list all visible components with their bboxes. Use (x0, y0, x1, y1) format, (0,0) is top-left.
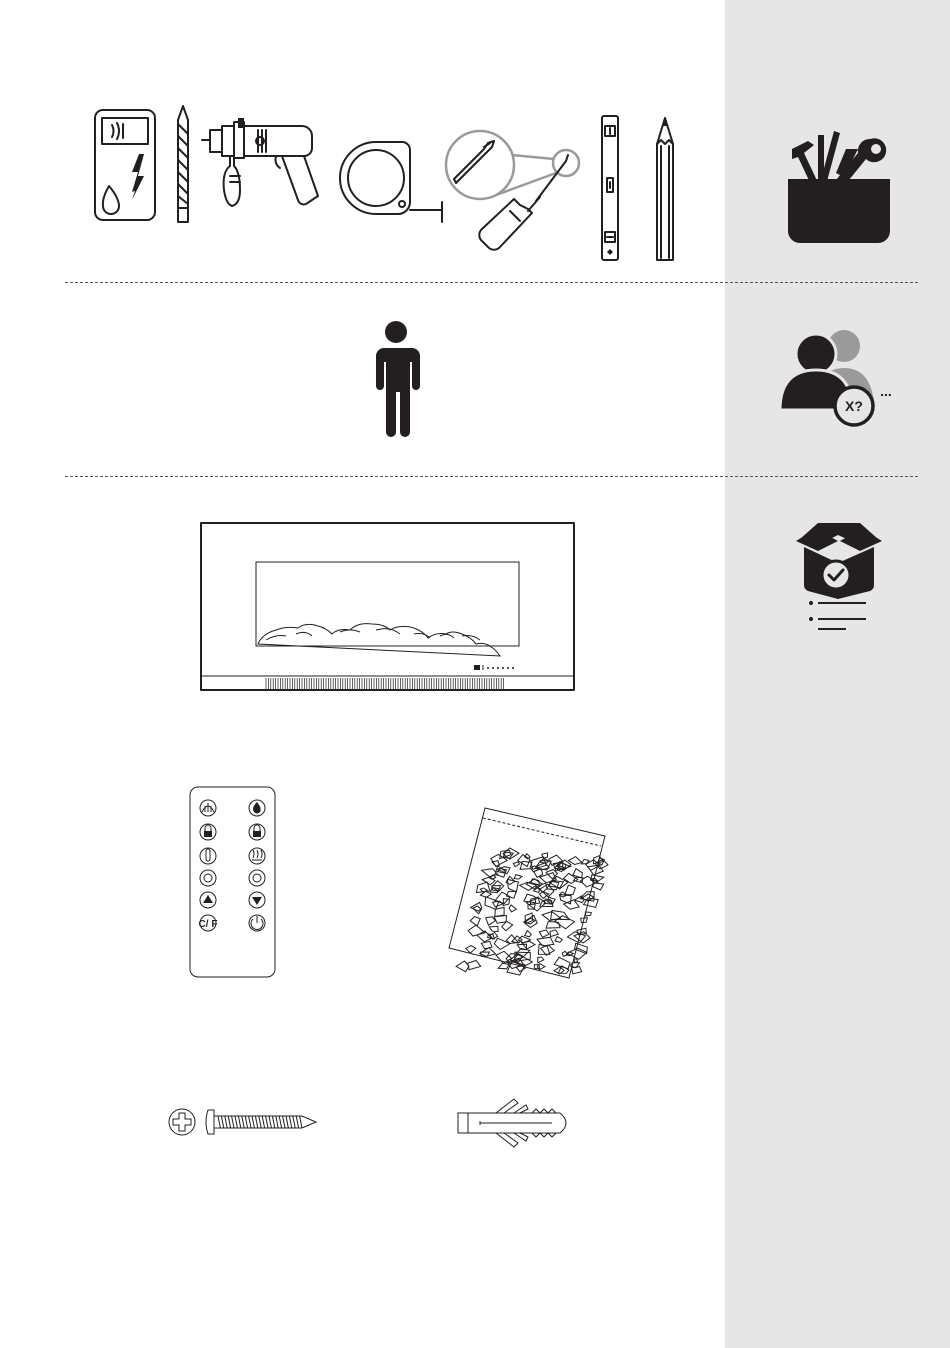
pencil-icon (653, 116, 677, 264)
screw-icon (166, 1106, 318, 1138)
package-contents-icon (794, 515, 884, 633)
multimeter-icon (93, 108, 159, 223)
people-count-badge: X? (845, 398, 863, 414)
wall-plug-icon (456, 1097, 574, 1149)
power-drill-icon (200, 118, 325, 213)
people-count-icon (778, 328, 900, 428)
toolbox-icon (780, 125, 898, 245)
crystal-bag-icon (445, 804, 607, 982)
spirit-level-icon (598, 114, 622, 264)
remote-control-icon (189, 786, 277, 978)
remote-unit-label: C/ F (198, 919, 218, 930)
section-divider (65, 476, 918, 477)
person-icon (370, 320, 422, 438)
electric-fireplace-icon (200, 522, 576, 692)
section-divider (65, 282, 918, 283)
screwdriver-icon (444, 125, 584, 255)
tape-measure-icon (336, 140, 448, 225)
drill-bit-icon (175, 104, 191, 226)
ellipsis-text: ... (880, 383, 892, 399)
